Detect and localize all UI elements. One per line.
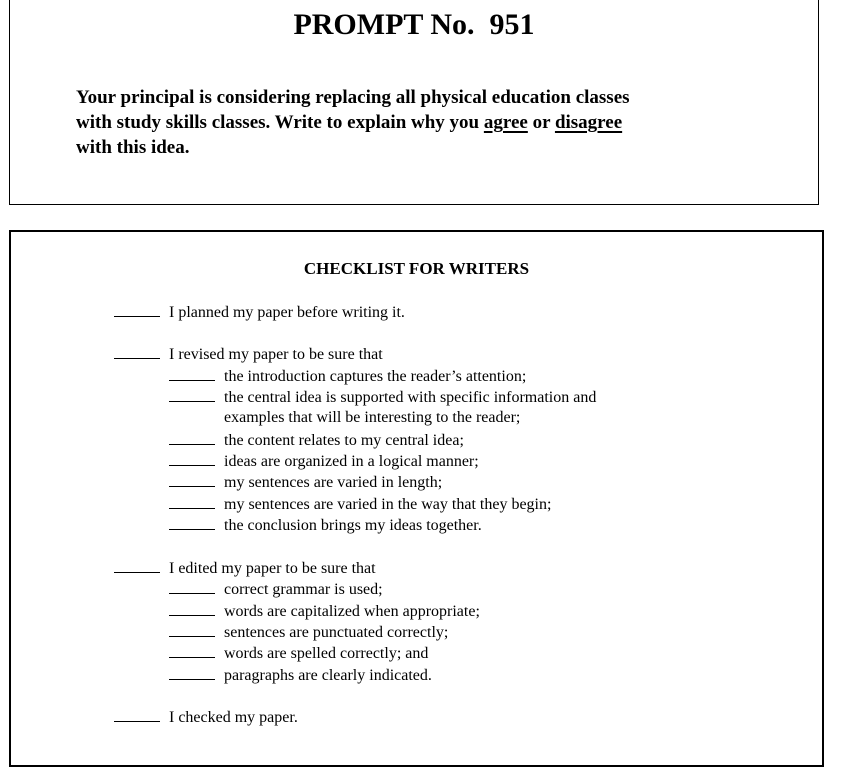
revise-subitem-label: my sentences are varied in length;	[224, 474, 443, 491]
prompt-line-2-or: or	[527, 112, 555, 133]
disagree-word: disagree	[554, 112, 623, 133]
prompt-text	[76, 85, 630, 160]
checkbox-blank[interactable]	[169, 494, 215, 509]
checkbox-blank[interactable]	[169, 665, 215, 680]
checkbox-blank[interactable]	[169, 622, 215, 637]
checkbox-blank[interactable]	[169, 366, 215, 381]
checklist-item-label: I revised my paper to be sure that	[169, 346, 383, 363]
revise-subitem-label: the introduction captures the reader’s attention;	[224, 368, 527, 385]
checkbox-blank[interactable]	[169, 515, 215, 530]
edit-subitem	[169, 622, 448, 643]
checklist-title: CHECKLIST FOR WRITERS	[303, 259, 530, 278]
checkbox-blank[interactable]	[114, 558, 160, 573]
prompt-line-3: with this idea.	[76, 137, 190, 158]
checkbox-blank[interactable]	[169, 430, 215, 445]
checklist-item-planned	[114, 302, 405, 323]
prompt-line-1: Your principal is considering replacing all physical education classes	[76, 87, 630, 108]
checklist-item-label: I planned my paper before writing it.	[169, 304, 405, 321]
checkbox-blank[interactable]	[114, 344, 160, 359]
edit-subitem-label: words are spelled correctly; and	[224, 645, 429, 662]
prompt-title: PROMPT No. 951	[293, 8, 535, 41]
checkbox-blank[interactable]	[169, 472, 215, 487]
revise-subitem-label: ideas are organized in a logical manner;	[224, 453, 479, 470]
revise-subitem-label: the content relates to my central idea;	[224, 432, 464, 449]
agree-word: agree	[483, 112, 528, 133]
revise-subitem	[169, 472, 442, 493]
edit-subitem-label: words are capitalized when appropriate;	[224, 603, 480, 620]
revise-subitem-continuation	[224, 408, 520, 428]
revise-subitem	[169, 430, 464, 451]
checklist-item-label: I edited my paper to be sure that	[169, 560, 376, 577]
edit-subitem-label: paragraphs are clearly indicated.	[224, 667, 432, 684]
prompt-line-2-start: with study skills classes. Write to explain why you	[76, 112, 484, 133]
revise-subitem-label: my sentences are varied in the way that they begin;	[224, 496, 552, 513]
revise-subitem	[169, 366, 526, 387]
edit-subitem-label: sentences are punctuated correctly;	[224, 624, 449, 641]
prompt-line-2	[76, 110, 630, 135]
revise-subitem	[169, 451, 479, 472]
prompt-box	[9, 0, 819, 205]
checkbox-blank[interactable]	[169, 451, 215, 466]
edit-subitem-label: correct grammar is used;	[224, 581, 383, 598]
revise-subitem-label: examples that will be interesting to the reader;	[224, 409, 521, 426]
edit-subitem	[169, 579, 383, 600]
checkbox-blank[interactable]	[169, 579, 215, 594]
checklist-item-edited	[114, 558, 376, 579]
edit-subitem	[169, 665, 432, 686]
checkbox-blank[interactable]	[169, 601, 215, 616]
checklist-item-checked	[114, 707, 298, 728]
checklist-item-revised	[114, 344, 383, 365]
checkbox-blank[interactable]	[169, 387, 215, 402]
revise-subitem	[169, 387, 596, 408]
revise-subitem	[169, 494, 551, 515]
checklist-box	[9, 230, 824, 767]
checklist-item-label: I checked my paper.	[169, 709, 298, 726]
revise-subitem-label: the conclusion brings my ideas together.	[224, 517, 482, 534]
revise-subitem	[169, 515, 482, 536]
edit-subitem	[169, 643, 428, 664]
checkbox-blank[interactable]	[114, 302, 160, 317]
revise-subitem-label: the central idea is supported with specific information and	[224, 389, 597, 406]
checkbox-blank[interactable]	[114, 707, 160, 722]
checkbox-blank[interactable]	[169, 643, 215, 658]
edit-subitem	[169, 601, 480, 622]
